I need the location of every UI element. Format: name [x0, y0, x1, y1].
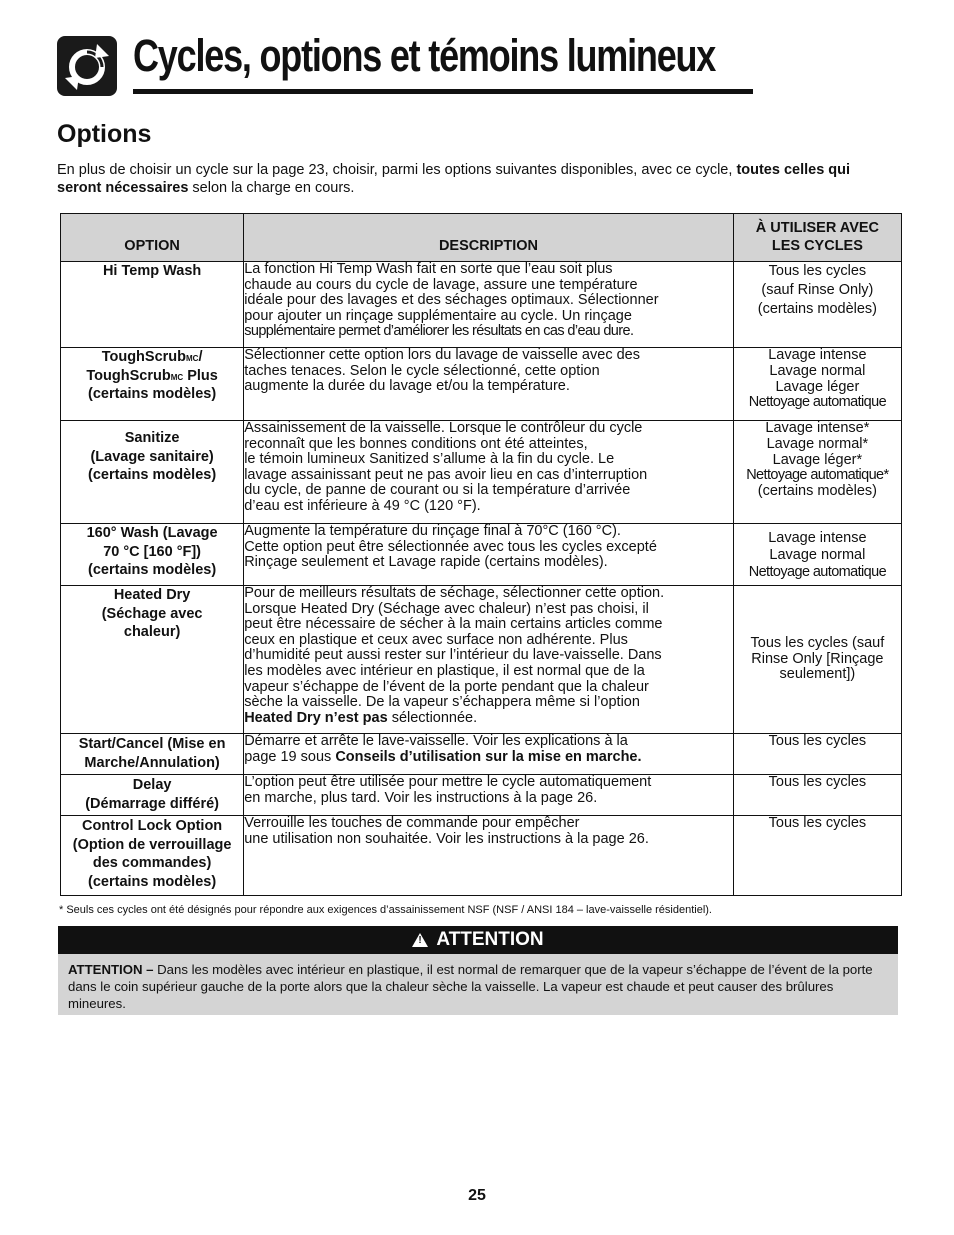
description-cell: Sélectionner cette option lors du lavage de vaisselle avec des taches tenaces. Selon le cycle sélectionné, cette option augmente la durée du lavage et/ou la température. — [244, 348, 734, 421]
table-row — [61, 421, 902, 524]
intro-paragraph: En plus de choisir un cycle sur la page 23, choisir, parmi les options suivantes disponibles, avec ce cycle, toutes celles qui seront nécessaires selon la charge en cours. — [57, 162, 851, 196]
table-row — [61, 262, 902, 348]
cycles-cell: Tous les cycles (sauf Rinse Only [Rinçage seulement]) — [733, 586, 901, 734]
cycles-cell: Tous les cycles — [733, 734, 901, 775]
footnote: * Seuls ces cycles ont été désignés pour répondre aux exigences d’assainissement NSF (NSF / ANSI 184 – lave-vaisselle résidentiel). — [59, 904, 712, 916]
description-cell: Augmente la température du rinçage final à 70°C (160 °C). Cette option peut être sélectionnée avec tous les cycles excepté Rinçage seulement et Lavage rapide (certains modèles). — [244, 524, 734, 586]
table-header-row — [61, 214, 902, 262]
attention-banner — [58, 926, 898, 954]
cycles-cell: Lavage intense Lavage normal Lavage léger Nettoyage automatique — [733, 348, 901, 421]
options-table — [60, 213, 902, 896]
cycle-arrows-icon — [57, 36, 117, 96]
attention-title: ATTENTION — [436, 929, 544, 950]
table-row — [61, 586, 902, 734]
cycles-cell: Tous les cycles — [733, 816, 901, 896]
table-row — [61, 734, 902, 775]
option-cell: 160° Wash (Lavage 70 °C [160 °F]) (certains modèles) — [61, 524, 244, 586]
option-cell: Heated Dry (Séchage avec chaleur) — [61, 586, 244, 734]
attention-body: ATTENTION – Dans les modèles avec intérieur en plastique, il est normal de remarquer que de la vapeur s’échappe de l’évent de la porte dans le coin supérieur gauche de la porte alors que la chaleur sèche la vaisselle. La vapeur est chaude et peut causer des brûlures mineures. — [58, 954, 898, 1015]
cycles-cell: Tous les cycles — [733, 775, 901, 816]
table-row — [61, 348, 902, 421]
table-row — [61, 524, 902, 586]
description-cell: Pour de meilleurs résultats de séchage, sélectionner cette option. Lorsque Heated Dry (Séchage avec chaleur) n’est pas choisi, il peut être nécessaire de sécher à la main certains articles comme ceux en plastique et ceux avec surface non adhérente. Plus d’humidité peut aussi rester sur l’intérieur du lave-vaisselle. Dans les modèles avec intérieur en plastique, il est normal que de la vapeur s’échappe de l’évent de la porte pendant que la chaleur sèche la vaisselle. De la vapeur s’échappera même si l’option Heated Dry n’est pas sélectionnée. — [244, 586, 734, 734]
table-row — [61, 775, 902, 816]
cycles-cell: Lavage intense Lavage normal Nettoyage automatique — [733, 524, 901, 586]
description-cell: L’option peut être utilisée pour mettre le cycle automatiquement en marche, plus tard. Voir les instructions à la page 26. — [244, 775, 734, 816]
description-cell: La fonction Hi Temp Wash fait en sorte que l’eau soit plus chaude au cours du cycle de lavage, assure une température idéale pour des lavages et des séchages optimaux. Sélectionner pour ajouter un rinçage supplémentaire au cycle. Un rinçage supplémentaire permet d’améliorer les résultats en cas d’eau dure. — [244, 262, 734, 348]
header-option: OPTION — [61, 214, 244, 262]
option-cell: Start/Cancel (Mise en Marche/Annulation) — [61, 734, 244, 775]
title-underline — [133, 89, 753, 94]
description-cell: Démarre et arrête le lave-vaisselle. Voir les explications à la page 19 sous Conseils d’utilisation sur la mise en marche. — [244, 734, 734, 775]
cycles-cell: Tous les cycles (sauf Rinse Only) (certains modèles) — [733, 262, 901, 348]
description-cell: Assainissement de la vaisselle. Lorsque le contrôleur du cycle reconnaît que les bonnes conditions ont été atteintes, le témoin lumineux Sanitized s’allume à la fin du cycle. Le lavage assainissant peut ne pas avoir lieu en cas d’interruption du cycle, de panne de courant ou si la température d’arrivée d’eau est inférieure à 49 °C (120 °F). — [244, 421, 734, 524]
header-cycles: À UTILISER AVEC LES CYCLES — [733, 214, 901, 262]
description-cell: Verrouille les touches de commande pour empêcher une utilisation non souhaitée. Voir les instructions à la page 26. — [244, 816, 734, 896]
cycles-cell: Lavage intense* Lavage normal* Lavage léger* Nettoyage automatique* (certains modèles) — [733, 421, 901, 524]
option-cell: Control Lock Option (Option de verrouillage des commandes) (certains modèles) — [61, 816, 244, 896]
option-cell: Hi Temp Wash — [61, 262, 244, 348]
warning-triangle-icon — [412, 933, 428, 947]
page-number: 25 — [468, 1187, 486, 1204]
option-cell: Delay (Démarrage différé) — [61, 775, 244, 816]
option-cell: Sanitize (Lavage sanitaire) (certains modèles) — [61, 421, 244, 524]
table-row — [61, 816, 902, 896]
section-title: Options — [57, 120, 152, 148]
header-description: DESCRIPTION — [244, 214, 734, 262]
option-cell: ToughScrub$^{MC}$/ ToughScrub$^{MC}$ Plus (certains modèles) — [61, 348, 244, 421]
page-title: Cycles, options et témoins lumineux — [133, 30, 716, 81]
